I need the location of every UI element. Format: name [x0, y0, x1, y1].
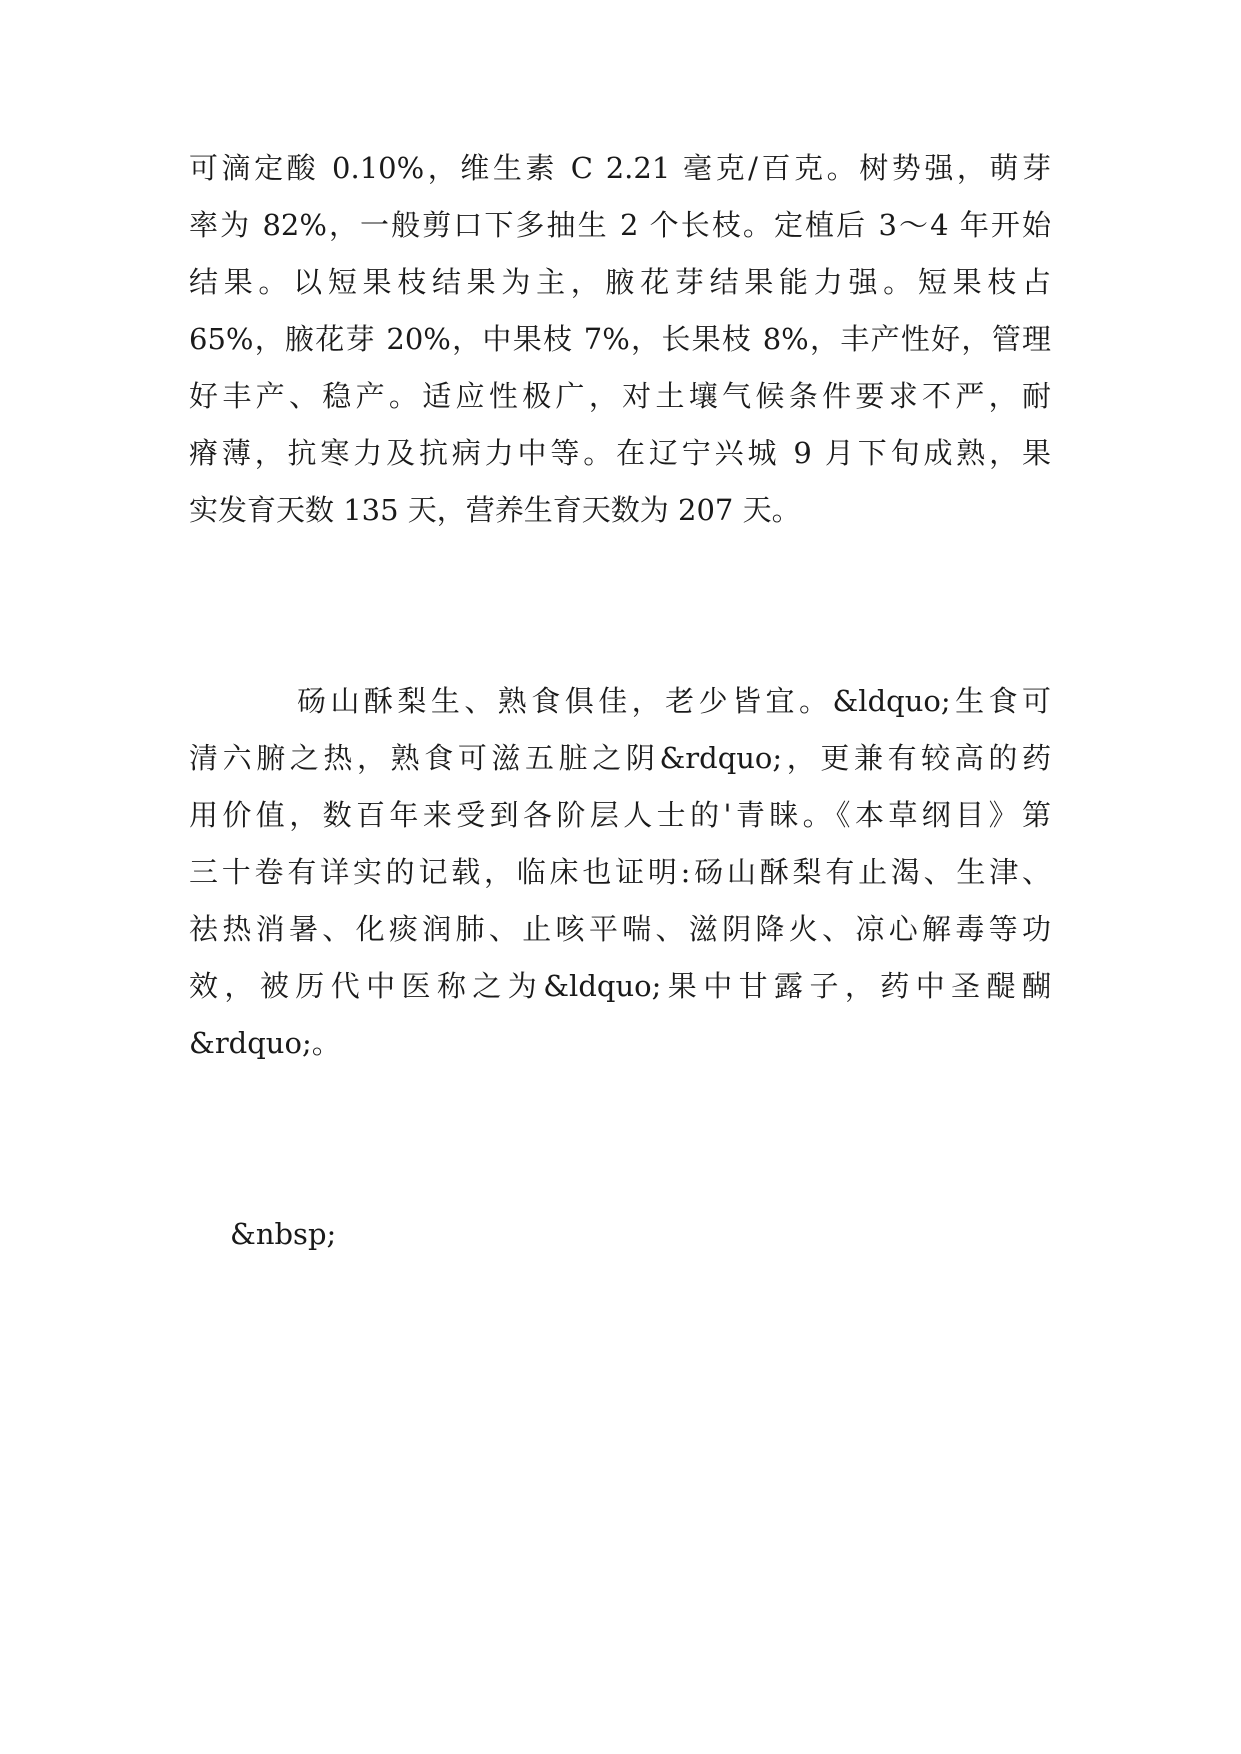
paragraph-line: 结果。以短果枝结果为主，腋花芽结果能力强。短果枝占 [189, 265, 1051, 299]
paragraph-line: 好丰产、稳产。适应性极广，对土壤气候条件要求不严，耐 [189, 379, 1051, 413]
paragraph-line: 可滴定酸 0.10%，维生素 C 2.21 毫克/百克。树势强，萌芽 [189, 151, 1051, 185]
paragraph-line: 效，被历代中医称之为&ldquo;果中甘露子，药中圣醍醐 [189, 969, 1051, 1003]
paragraph-line: 三十卷有详实的记载，临床也证明:砀山酥梨有止渴、生津、 [189, 855, 1051, 889]
paragraph-line: 实发育天数 135 天，营养生育天数为 207 天。 [189, 493, 801, 527]
paragraph-line: 65%，腋花芽 20%，中果枝 7%，长果枝 8%，丰产性好，管理 [189, 322, 1051, 356]
paragraph-line: &rdquo;。 [189, 1026, 341, 1060]
paragraph-line: 砀山酥梨生、熟食俱佳，老少皆宜。&ldquo;生食可 [297, 684, 1051, 718]
paragraph-line: 率为 82%，一般剪口下多抽生 2 个长枝。定植后 3～4 年开始 [189, 208, 1051, 242]
trailing-entity-text: &nbsp; [230, 1217, 337, 1251]
paragraph-line: 瘠薄，抗寒力及抗病力中等。在辽宁兴城 9 月下旬成熟，果 [189, 436, 1051, 470]
paragraph-line: 祛热消暑、化痰润肺、止咳平喘、滋阴降火、凉心解毒等功 [189, 912, 1051, 946]
paragraph-line: 清六腑之热，熟食可滋五脏之阴&rdquo;，更兼有较高的药 [189, 741, 1051, 775]
paragraph-line: 用价值，数百年来受到各阶层人士的'青睐。《本草纲目》第 [189, 798, 1051, 832]
